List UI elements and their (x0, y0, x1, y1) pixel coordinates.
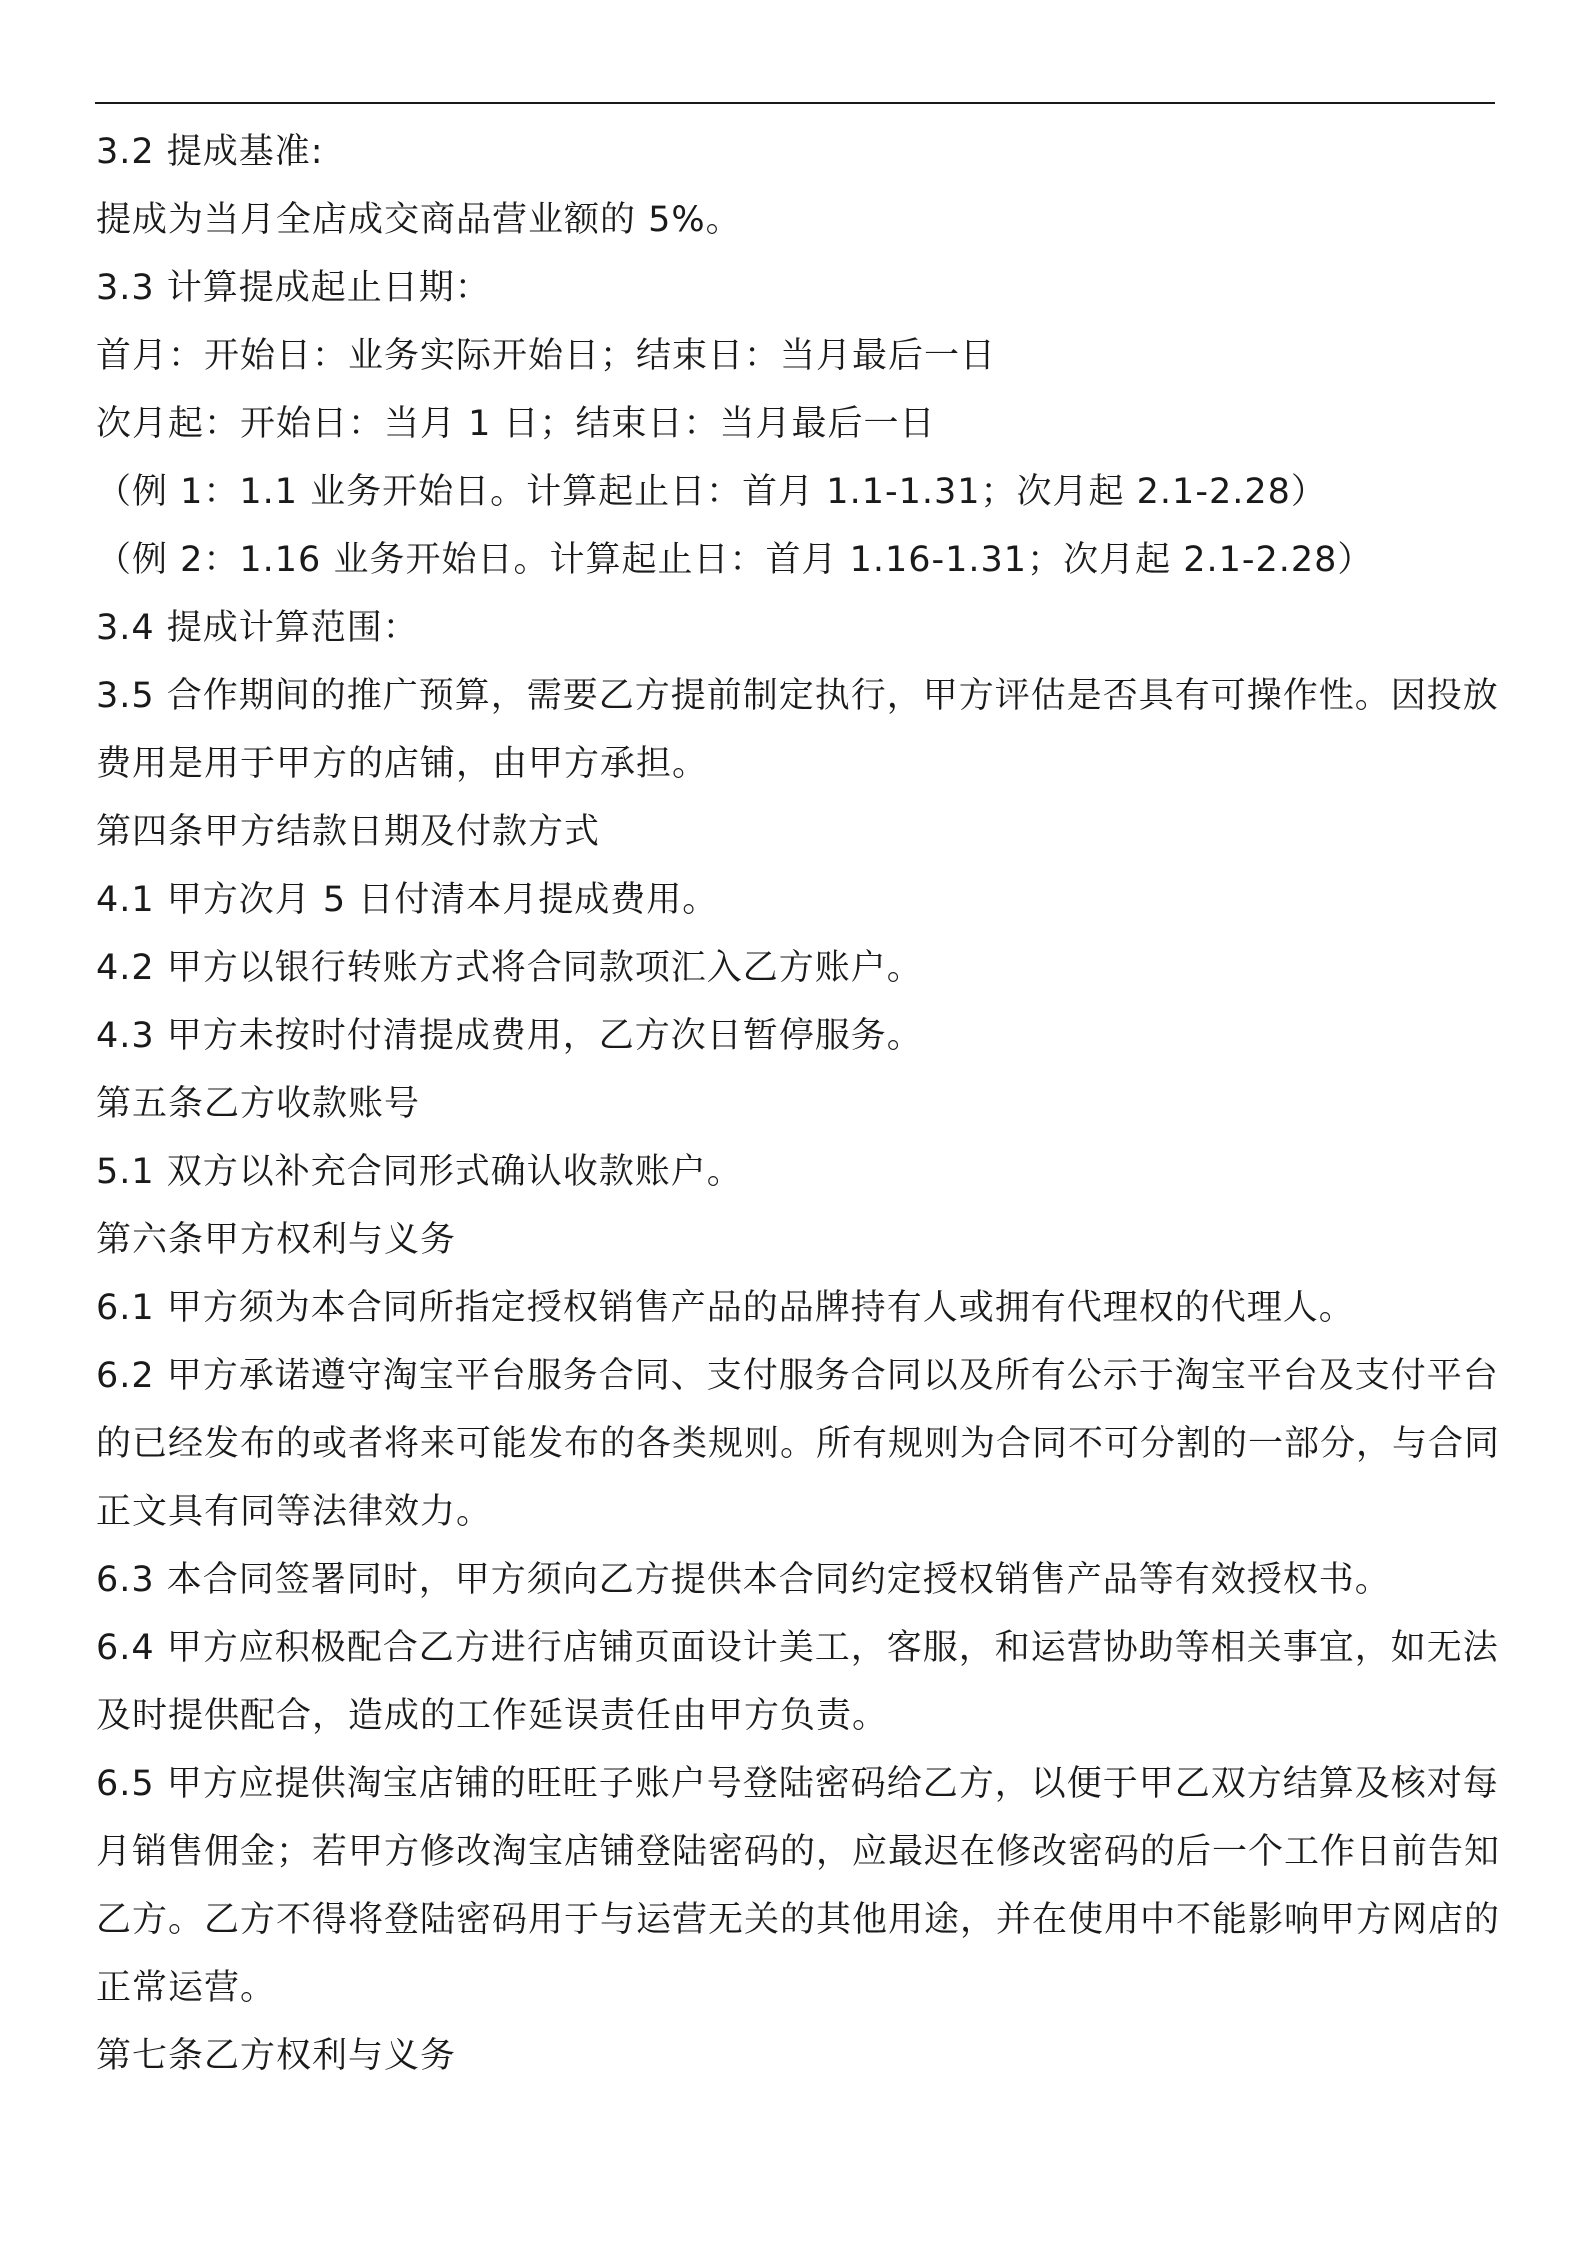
clause-3-5-text: 3.5 合作期间的推广预算，需要乙方提前制定执行，甲方评估是否具有可操作性。因投放费用是用于甲方的店铺，由甲方承担。 (96, 676, 1499, 784)
clause-3-3-next-month: 次月起：开始日：当月 1 日；结束日：当月最后一日 (96, 404, 936, 444)
clause-6-5-text: 6.5 甲方应提供淘宝店铺的旺旺子账户号登陆密码给乙方，以便于甲乙双方结算及核对每月销售佣金；若甲方修改淘宝店铺登陆密码的，应最迟在修改密码的后一个工作日前告知乙方。乙方不得将登陆密码用于与运营无关的其他用途，并在使用中不能影响甲方网店的正常运营。 (96, 1764, 1501, 2008)
clause-4-2-text: 4.2 甲方以银行转账方式将合同款项汇入乙方账户。 (96, 948, 923, 988)
article-6-heading: 第六条甲方权利与义务 (96, 1220, 457, 1260)
article-5-heading: 第五条乙方收款账号 (96, 1084, 421, 1124)
article-4-heading: 第四条甲方结款日期及付款方式 (96, 812, 601, 852)
clause-3-2-heading: 3.2 提成基准: (96, 132, 324, 172)
clause-3-2-text: 提成为当月全店成交商品营业额的 5%。 (96, 200, 742, 240)
document-body (96, 118, 1516, 2090)
clause-3-3-example-2: （例 2：1.16 业务开始日。计算起止日：首月 1.16-1.31；次月起 2.1-2.28） (96, 540, 1374, 580)
header-rule (95, 102, 1495, 104)
article-7-heading: 第七条乙方权利与义务 (96, 2036, 457, 2076)
clause-6-4-text: 6.4 甲方应积极配合乙方进行店铺页面设计美工，客服，和运营协助等相关事宜，如无法及时提供配合，造成的工作延误责任由甲方负责。 (96, 1628, 1499, 1736)
clause-5-1-text: 5.1 双方以补充合同形式确认收款账户。 (96, 1152, 743, 1192)
clause-3-3-heading: 3.3 计算提成起止日期： (96, 268, 491, 308)
clause-6-3-text: 6.3 本合同签署同时，甲方须向乙方提供本合同约定授权销售产品等有效授权书。 (96, 1560, 1391, 1600)
clause-6-2-text: 6.2 甲方承诺遵守淘宝平台服务合同、支付服务合同以及所有公示于淘宝平台及支付平台的已经发布的或者将来可能发布的各类规则。所有规则为合同不可分割的一部分，与合同正文具有同等法律效力。 (96, 1356, 1501, 1532)
clause-6-1-text: 6.1 甲方须为本合同所指定授权销售产品的品牌持有人或拥有代理权的代理人。 (96, 1288, 1355, 1328)
clause-4-1-text: 4.1 甲方次月 5 日付清本月提成费用。 (96, 880, 719, 920)
clause-4-3-text: 4.3 甲方未按时付清提成费用，乙方次日暂停服务。 (96, 1016, 923, 1056)
clause-3-3-example-1: （例 1：1.1 业务开始日。计算起止日：首月 1.1-1.31；次月起 2.1-2.28） (96, 472, 1327, 512)
clause-3-4-heading: 3.4 提成计算范围： (96, 608, 419, 648)
clause-3-3-first-month: 首月：开始日：业务实际开始日；结束日：当月最后一日 (96, 336, 997, 376)
